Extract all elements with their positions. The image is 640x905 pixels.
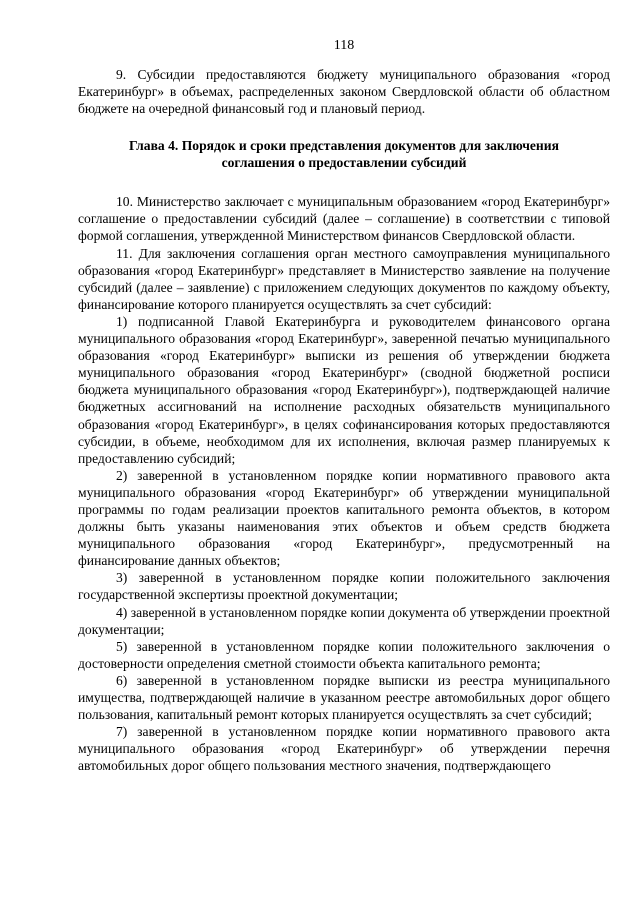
list-item-4: 4) заверенной в установленном порядке копии документа об утверждении проектной документации; xyxy=(78,604,610,637)
paragraph-10: 10. Министерство заключает с муниципальным образованием «город Екатеринбург» соглашение о предоставлении субсидий (далее – соглашение) в соответствии с типовой формой соглашения, утвержденной Министерством финансов Свердловской области. xyxy=(78,194,610,244)
list-item-5: 5) заверенной в установленном порядке копии положительного заключения о достоверности определения сметной стоимости объекта капитального ремонта; xyxy=(78,638,610,671)
list-item-1: 1) подписанной Главой Екатеринбурга и руководителем финансового органа муниципального образования «город Екатеринбург», заверенной печатью муниципального образования «город Екатеринбург» выписки из решения об утверждении бюджета муниципального образования «город Екатеринбург» (сводной бюджетной росписи бюджета муниципального образования «город Екатеринбург»), подтверждающей наличие бюджетных ассигнований на исполнение расходных обязательств муниципального образования «город Екатеринбург», в целях софинансирования которых предоставляются субсидии, в объеме, необходимом для их исполнения, включая размер планируемых к предоставлению субсидий; xyxy=(78,313,610,466)
list-item-3: 3) заверенной в установленном порядке копии положительного заключения государственной экспертизы проектной документации; xyxy=(78,570,610,603)
chapter-heading xyxy=(78,137,610,171)
page-number: 118 xyxy=(333,38,355,53)
list-item-6: 6) заверенной в установленном порядке выписки из реестра муниципального имущества, подтверждающей наличие в указанном реестре автомобильных дорог общего пользования, капитальный ремонт которых планируется осуществлять за счет субсидий; xyxy=(78,672,610,723)
document-body xyxy=(78,66,610,774)
list-item-7: 7) заверенной в установленном порядке копии нормативного правового акта муниципального образования «город Екатеринбург» об утверждении перечня автомобильных дорог общего пользования местного значения, подтверждающего xyxy=(78,724,610,774)
paragraph-9: 9. Субсидии предоставляются бюджету муниципального образования «город Екатеринбург» в объемах, распределенных законом Свердловской области об областном бюджете на очередной финансовый год и плановый период. xyxy=(78,67,610,117)
list-item-2: 2) заверенной в установленном порядке копии нормативного правового акта муниципального образования «город Екатеринбург» об утверждении муниципальной программы по годам реализации проектов капитального ремонта объектов, в котором должны быть указаны наименования этих объектов и объем средств бюджета муниципального образования «город Екатеринбург», предусмотренный на финансирование данных объектов; xyxy=(78,467,610,569)
paragraph-11: 11. Для заключения соглашения орган местного самоуправления муниципального образования «город Екатеринбург» представляет в Министерство заявление на получение субсидий (далее – заявление) с приложением следующих документов по каждому объекту, финансирование которого планируется осуществлять за счет субсидий: xyxy=(78,245,610,312)
chapter-heading-line-2: соглашения о предоставлении субсидий xyxy=(221,155,467,171)
chapter-heading-line-1: Глава 4. Порядок и сроки представления документов для заключения xyxy=(129,138,559,154)
